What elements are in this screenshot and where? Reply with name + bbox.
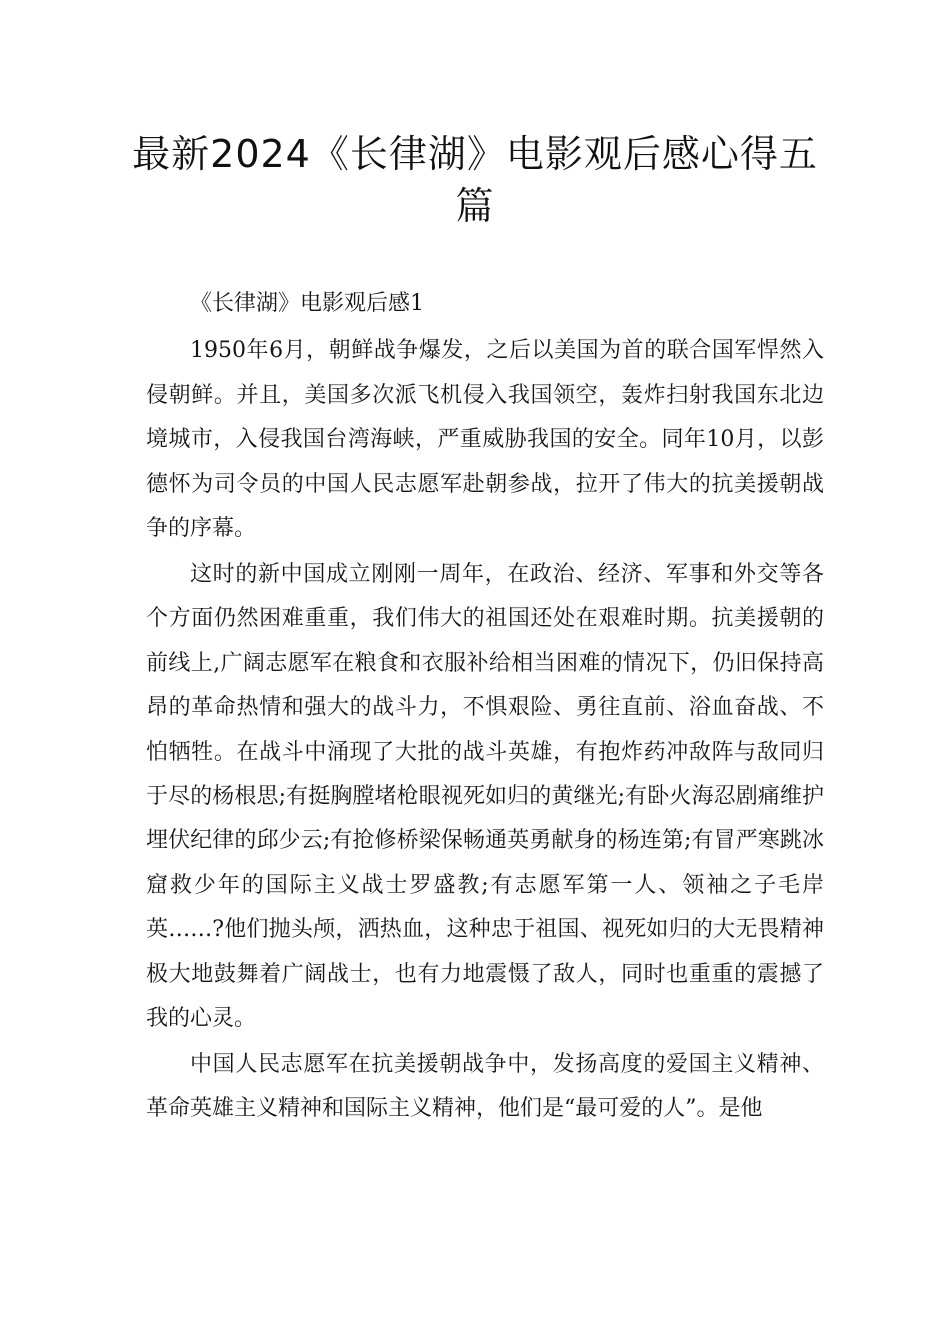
paragraph-3: 中国人民志愿军在抗美援朝战争中，发扬高度的爱国主义精神、革命英雄主义精神和国际主义精神，他们是“最可爱的人”。是他 bbox=[146, 1051, 824, 1122]
paragraph-1: 1950年6月，朝鲜战争爆发，之后以美国为首的联合国军悍然入侵朝鲜。并且，美国多次派飞机侵入我国领空，轰炸扫射我国东北边境城市，入侵我国台湾海峡，严重威胁我国的安全。同年10月，以彭德怀为司令员的中国人民志愿军赴朝参战，拉开了伟大的抗美援朝战争的序幕。 bbox=[146, 338, 824, 542]
document-body bbox=[146, 282, 824, 1133]
document-title: 最新2024《长律湖》电影观后感心得五篇 bbox=[132, 132, 818, 228]
paragraph-2: 这时的新中国成立刚刚一周年，在政治、经济、军事和外交等各个方面仍然困难重重，我们伟大的祖国还处在艰难时期。抗美援朝的前线上,广阔志愿军在粮食和衣服补给相当困难的情况下，仍旧保持高昂的革命热情和强大的战斗力，不惧艰险、勇往直前、浴血奋战、不怕牺牲。在战斗中涌现了大批的战斗英雄，有抱炸药冲敌阵与敌同归于尽的杨根思;有挺胸膛堵枪眼视死如归的黄继光;有卧火海忍剧痛维护埋伏纪律的邱少云;有抢修桥梁保畅通英勇献身的杨连第;有冒严寒跳冰窟救少年的国际主义战士罗盛教;有志愿军第一人、领袖之子毛岸英……?他们抛头颅，洒热血，这种忠于祖国、视死如归的大无畏精神极大地鼓舞着广阔战士，也有力地震慑了敌人，同时也重重的震撼了我的心灵。 bbox=[146, 561, 824, 1031]
section-title: 《长律湖》电影观后感1 bbox=[190, 291, 424, 316]
